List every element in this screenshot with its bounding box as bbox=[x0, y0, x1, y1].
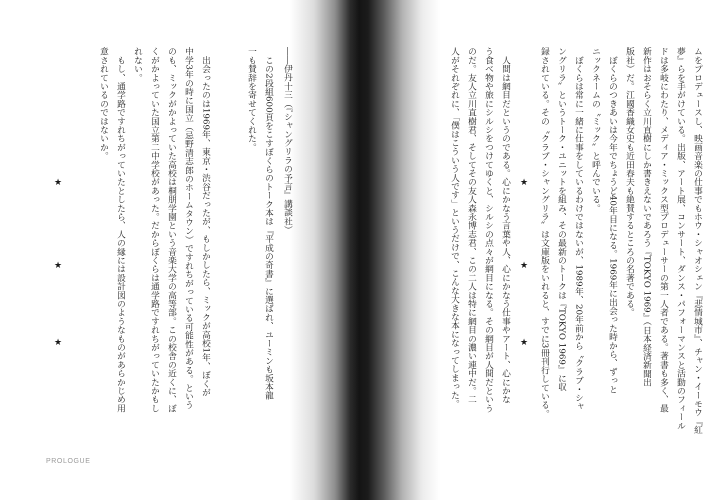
section-break-star: ★ bbox=[53, 338, 63, 348]
body-line: ムをプロデュースし、映画音楽の仕事でもホウ・シャオシェン『悲情城市』、チャン・イーモウ『紅 bbox=[692, 47, 703, 435]
body-line: 中学3年の時に国立（忌野清志郎のホームタウン）ですれちがっている可能性がある。という bbox=[183, 47, 194, 410]
section-break-star: ★ bbox=[519, 261, 529, 271]
body-line: くがかよっていた国立第二中学校があった。だからぼくらは通学路ですれちがっていたかもし bbox=[149, 47, 160, 413]
section-break-star: ★ bbox=[519, 178, 529, 188]
body-line: 新作はおそらく立川直樹にしか書きえないであろう『TOKYO 1969』（日本経済新聞出 bbox=[641, 47, 652, 387]
running-head: PROLOGUE bbox=[46, 458, 91, 465]
body-line: ぼくらは常に一緒に仕事をしているわけではないが、1989年、20年前から〝クラブ・シャ bbox=[573, 47, 584, 411]
section-break-star: ★ bbox=[519, 338, 529, 348]
quote-citation: ――伊丹十三（『シャングリラの予言』講談社） bbox=[282, 47, 293, 235]
section-break-star: ★ bbox=[53, 261, 63, 271]
body-line: のも、ミックがかよっていた高校は桐朋学園という音楽大学の高等部。この校舎の近くに、ぼ bbox=[166, 47, 177, 413]
body-line: もし、通学路ですれちがっていたとしたら、人の縁には設計図のようなものがあらかじめ用 bbox=[115, 47, 126, 413]
body-line: 録されている。その〝クラブ・シャングリラ〟は文庫版をいれると、すでに3冊刊行している。 bbox=[539, 47, 550, 418]
quote-line: 人間は網目だというのである。心にかなう言葉や人、心にかなう仕事やアート、心にかな bbox=[500, 47, 511, 404]
body-line: ングリラ〟というトーク・ユニットを組み、その最新のトークは『TOKYO 1969』に収 bbox=[556, 47, 567, 392]
body-line: 出会ったのは1969年、東京・渋谷だったが、もしかしたら、ミックが高校1年、ぼくが bbox=[200, 47, 211, 397]
body-line: 一も賛辞を寄せてくれた。 bbox=[246, 47, 257, 152]
section-break-star: ★ bbox=[53, 178, 63, 188]
quote-line: のだ。友人立川直樹君、そしてその友人森永博志君、この二人は特に網目の濃い連中だ。二 bbox=[466, 47, 477, 404]
quote-line: う食べ物や旅にシルシをつけてゆくと、シルシの点々が網目になる。その網目が人間だという bbox=[483, 47, 494, 413]
body-line: ドは多岐にわたり、メディア・ミックス型プロデューサーの第一人者である。著書も多く、最 bbox=[658, 47, 669, 413]
body-line: ニックネームの〝ミック〟と呼んでいる。 bbox=[590, 47, 601, 213]
quote-line: 人がそれぞれに、「僕はこういう人です」というだけで、こんな大きな本になってしまった。 bbox=[449, 47, 460, 409]
body-line: 意されているのではないか。 bbox=[98, 47, 109, 161]
body-line: 夢』らを手がけている。出版、アート展、コンサート、ダンス・パフォーマンスと活動のフィール bbox=[675, 47, 686, 430]
body-line: ぼくらのつきあいは今年でちょうど40年目になる。1969年に出会った時から、ずっと bbox=[607, 47, 618, 394]
body-line: れない。 bbox=[132, 47, 143, 82]
body-line: この2段組600頁をこすぼくらのトーク本は『平成の奇書』に選ばれ、ユーミンも坂本龍 bbox=[263, 47, 274, 400]
body-line: 版社）だ。江國香織女史も近田春夫も絶賛するところの名著である。 bbox=[624, 47, 635, 317]
